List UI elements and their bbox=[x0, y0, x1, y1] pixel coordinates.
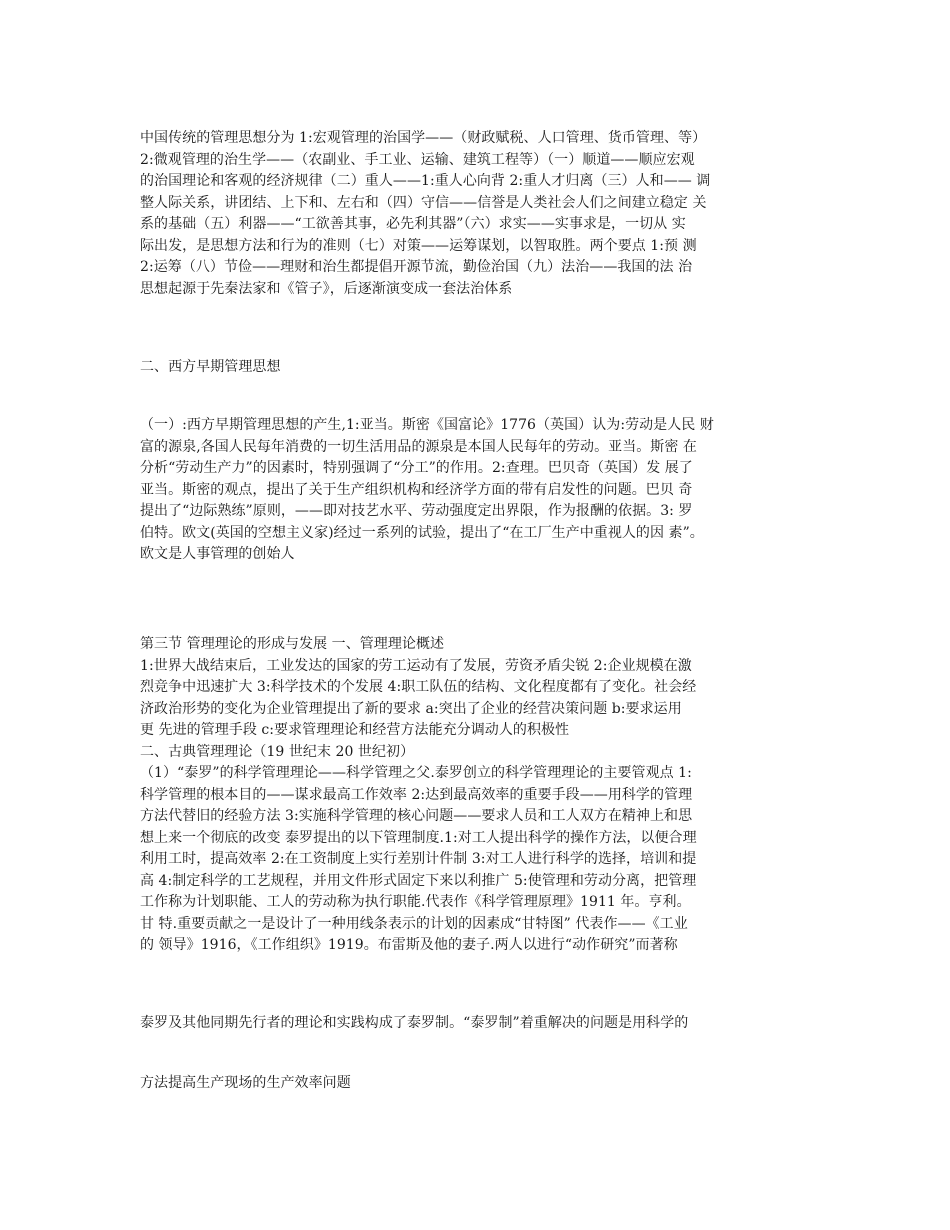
section-three-management-theory bbox=[140, 634, 812, 957]
text-line: 欧文是人事管理的创始人 bbox=[140, 546, 295, 562]
text-line: 第三节 管理理论的形成与发展 一、管理理论概述 bbox=[140, 636, 445, 652]
text-line: 际出发，是思想方法和行为的准则（七）对策——运筹谋划，以智取胜。两个要点 1:预 测 bbox=[140, 237, 697, 254]
text-line: 2:运筹（八）节俭——理财和治生都提倡开源节流，勤俭治国（九）法治——我国的法 治 bbox=[140, 259, 693, 275]
text-line: 亚当。斯密的观点，提出了关于生产组织机构和经济学方面的带有启发性的问题。巴贝 奇 bbox=[140, 481, 693, 498]
text-line: 系的基础（五）利器——“工欲善其事，必先利其器”（六）求实——实事求是，一切从 实 bbox=[140, 216, 686, 232]
text-line: （1）“泰罗”的科学管理理论——科学管理之父.泰罗创立的科学管理理论的主要管观点 1: bbox=[140, 765, 692, 781]
text-line: 更 先进的管理手段 c:要求管理理论和经营方法能充分调动人的积极性 bbox=[140, 722, 570, 738]
heading-text: 二、西方早期管理思想 bbox=[140, 359, 281, 375]
text-line: 泰罗及其他同期先行者的理论和实践构成了泰罗制。“泰罗制”着重解决的问题是用科学的 bbox=[140, 1015, 689, 1031]
text-line: （一）:西方早期管理思想的产生,1:亚当。斯密《国富论》1776（英国）认为:劳动是人民 财 bbox=[140, 417, 714, 433]
text-line: 的治国理论和客观的经济规律（二）重人——1:重人心向背 2:重人才归离（三）人和—— 调 bbox=[140, 173, 711, 189]
text-line: 高 4:制定科学的工艺规程，并用文件形式固定下来以利推广 5:使管理和劳动分离，把管理 bbox=[140, 872, 697, 889]
text-line: 中国传统的管理思想分为 1:宏观管理的治国学——（财政赋税、人口管理、货币管理、等） bbox=[140, 130, 707, 146]
paragraph-western-early-thought bbox=[140, 415, 812, 566]
text-line: 二、古典管理理论（19 世纪末 20 世纪初） bbox=[140, 743, 415, 760]
text-line: 分析“劳动生产力”的因素时，特别强调了“分工”的作用。2:查理。巴贝奇（英国）发 展了 bbox=[140, 460, 693, 476]
text-line: 2:微观管理的治生学——（农副业、手工业、运输、建筑工程等）（一）顺道——顺应宏观 bbox=[140, 151, 695, 168]
section-heading-western-thought bbox=[140, 357, 812, 379]
text-line: 想上来一个彻底的改变 泰罗提出的以下管理制度.1:对工人提出科学的操作方法，以便合理 bbox=[140, 829, 697, 846]
text-line: 济政治形势的变化为企业管理提出了新的要求 a:突出了企业的经营决策问题 b:要求运用 bbox=[140, 700, 682, 717]
text-line: 甘 特.重要贡献之一是设计了一种用线条表示的计划的因素成“甘特图” 代表作——《工业 bbox=[140, 915, 688, 932]
text-line: 科学管理的根本目的——谋求最高工作效率 2:达到最高效率的重要手段——用科学的管理 bbox=[140, 786, 693, 803]
text-line: 提出了“边际熟练”原则，——即对技艺水平、劳动强度定出界限，作为报酬的依据。3: 罗 bbox=[140, 503, 693, 519]
text-line: 1:世界大战结束后，工业发达的国家的劳工运动有了发展，劳资矛盾尖锐 2:企业规模在激 bbox=[140, 657, 692, 674]
text-line: 富的源泉,各国人民每年消费的一切生活用品的源泉是本国人民每年的劳动。亚当。斯密 在 bbox=[140, 438, 697, 455]
paragraph-taylor-system-continued bbox=[140, 1073, 812, 1095]
paragraph-chinese-management-thought bbox=[140, 128, 812, 300]
text-line: 的 领导》1916，《工作组织》1919。布雷斯及他的妻子.两人以进行“动作研究”而著称 bbox=[140, 937, 678, 953]
text-line: 利用工时，提高效率 2:在工资制度上实行差别计件制 3:对工人进行科学的选择，培训和提 bbox=[140, 851, 697, 867]
text-line: 思想起源于先秦法家和《管子》，后逐渐演变成一套法治体系 bbox=[140, 280, 513, 297]
text-line: 方法提高生产现场的生产效率问题 bbox=[140, 1075, 351, 1091]
text-line: 方法代替旧的经验方法 3:实施科学管理的核心问题——要求人员和工人双方在精神上和思 bbox=[140, 808, 693, 824]
paragraph-taylor-system bbox=[140, 1013, 812, 1035]
text-line: 烈竞争中迅速扩大 3:科学技术的个发展 4:职工队伍的结构、文化程度都有了变化。社会经 bbox=[140, 679, 697, 695]
text-line: 伯特。欧文(英国的空想主义家)经过一系列的试验，提出了“在工厂生产中重视人的因 素”。 bbox=[140, 524, 704, 541]
text-line: 整人际关系，讲团结、上下和、左右和（四）守信——信誉是人类社会人们之间建立稳定 关 bbox=[140, 194, 707, 211]
text-line: 工作称为计划职能、工人的劳动称为执行职能.代表作《科学管理原理》1911 年。亨利。 bbox=[140, 894, 691, 910]
